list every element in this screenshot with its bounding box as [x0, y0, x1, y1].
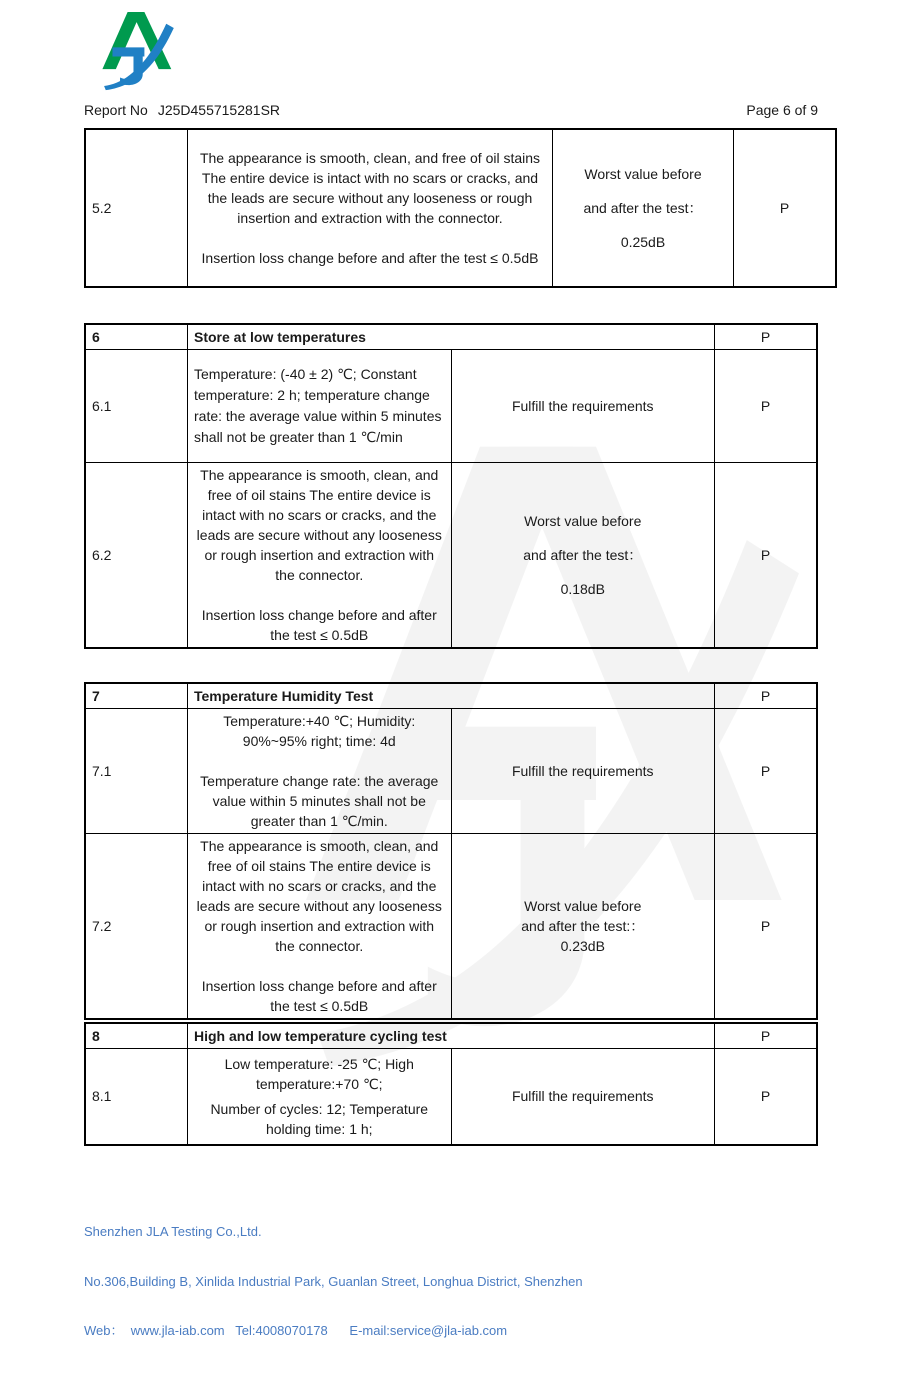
result-line: and after the test： — [523, 547, 643, 563]
result-line: Worst value before — [584, 166, 702, 182]
description-paragraph: The appearance is smooth, clean, and free of oil stains The entire device is intact with no scars or cracks, and the leads are secure without any looseness or rough insertion and extraction with the connector. — [196, 838, 442, 954]
clause-verdict: P — [715, 324, 818, 350]
table-row-7-1 — [85, 709, 817, 834]
description-paragraph: The appearance is smooth, clean, and free of oil stains The entire device is intact with no scars or cracks, and the leads are secure without any looseness or rough insertion and extraction with the connector. — [196, 467, 442, 583]
jla-logo-icon — [94, 8, 178, 90]
description-paragraph: Insertion loss change before and after the test ≤ 0.5dB — [201, 607, 437, 643]
result-line: Fulfill the requirements — [511, 763, 654, 779]
clause-result — [451, 1049, 715, 1145]
clause-number: 6.2 — [85, 463, 188, 649]
clause-result — [451, 463, 715, 649]
table-header-row-8 — [85, 1023, 817, 1049]
table-row-8-1 — [85, 1049, 817, 1145]
clause-title: High and low temperature cycling test — [188, 1023, 715, 1049]
clause-verdict: P — [715, 463, 818, 649]
clause-description — [188, 709, 452, 834]
clause-number: 8 — [85, 1023, 188, 1049]
result-line: Worst value before — [524, 513, 642, 529]
clause-verdict: P — [715, 350, 818, 463]
table-row-7-2 — [85, 834, 817, 1020]
clause-description — [188, 350, 452, 463]
page-indicator: Page 6 of 9 — [746, 102, 818, 118]
clause-result — [451, 350, 715, 463]
result-line: and after the test:： — [521, 918, 645, 934]
report-number-label: Report No — [84, 102, 148, 118]
clause-verdict: P — [734, 129, 837, 287]
description-paragraph: Number of cycles: 12; Temperature holding time: 1 h; — [210, 1100, 429, 1137]
clause-verdict: P — [715, 1023, 818, 1049]
description-paragraph: Temperature change rate: the average value within 5 minutes shall not be greater than 1 ℃/min. — [200, 773, 439, 829]
description-paragraph: Low temperature: -25 ℃; High temperature:+70 ℃; — [224, 1055, 414, 1092]
clause-result — [451, 709, 715, 834]
description-paragraph: The appearance is smooth, clean, and free of oil stains The entire device is intact with no scars or cracks, and the leads are secure without any looseness or rough insertion and extraction with the connector. — [199, 150, 541, 226]
clause-title: Store at low temperatures — [188, 324, 715, 350]
clause-number: 6 — [85, 324, 188, 350]
table-header-row-6 — [85, 324, 817, 350]
report-number — [84, 102, 280, 118]
footer-company-name: Shenzhen JLA Testing Co.,Ltd. — [84, 1224, 262, 1239]
result-line: 0.25dB — [620, 234, 666, 250]
table-row-6-1 — [85, 350, 817, 463]
description-paragraph: Insertion loss change before and after the test ≤ 0.5dB — [201, 250, 539, 266]
clause-number: 7 — [85, 683, 188, 709]
clause-number: 5.2 — [85, 129, 188, 287]
clause-description — [188, 129, 553, 287]
clause-description — [188, 1049, 452, 1145]
page-footer — [84, 1191, 583, 1373]
description-paragraph: Insertion loss change before and after the test ≤ 0.5dB — [201, 978, 437, 1014]
result-line: Worst value before — [524, 898, 642, 914]
table-row-5-2 — [85, 129, 836, 287]
footer-address: No.306,Building B, Xinlida Industrial Park, Guanlan Street, Longhua District, Shenzhen — [84, 1273, 583, 1289]
clause-verdict: P — [715, 709, 818, 834]
test-table-clause-8 — [84, 1022, 818, 1146]
clause-description — [188, 834, 452, 1020]
result-line: Fulfill the requirements — [511, 1088, 654, 1105]
description-paragraph: Temperature:+40 ℃; Humidity: 90%~95% right; time: 4d — [223, 713, 416, 749]
test-table-clause-6 — [84, 323, 818, 649]
clause-verdict: P — [715, 683, 818, 709]
clause-verdict: P — [715, 1049, 818, 1145]
description-paragraph: Temperature: (-40 ± 2) ℃; Constant temperature: 2 h; temperature change rate: the average value within 5 minutes shall not be greater than 1 ℃/min — [194, 366, 442, 445]
clause-title: Temperature Humidity Test — [188, 683, 715, 709]
page-header — [84, 102, 818, 118]
result-line: 0.23dB — [560, 938, 605, 954]
table-row-6-2 — [85, 463, 817, 649]
clause-description — [188, 463, 452, 649]
result-line: 0.18dB — [560, 581, 605, 597]
clause-result — [553, 129, 734, 287]
clause-result — [451, 834, 715, 1020]
test-table-clause-7 — [84, 682, 818, 1020]
table-header-row-7 — [85, 683, 817, 709]
clause-number: 6.1 — [85, 350, 188, 463]
clause-number: 7.2 — [85, 834, 188, 1020]
result-line: Fulfill the requirements — [511, 398, 654, 414]
clause-number: 8.1 — [85, 1049, 188, 1145]
result-line: and after the test： — [583, 200, 703, 216]
clause-verdict: P — [715, 834, 818, 1020]
footer-contact-line: Web： www.jla-iab.com Tel:4008070178 E-mail:service@jla-iab.com — [84, 1323, 508, 1338]
clause-number: 7.1 — [85, 709, 188, 834]
report-number-value: J25D455715281SR — [157, 102, 281, 118]
test-table-clause-5 — [84, 128, 837, 288]
